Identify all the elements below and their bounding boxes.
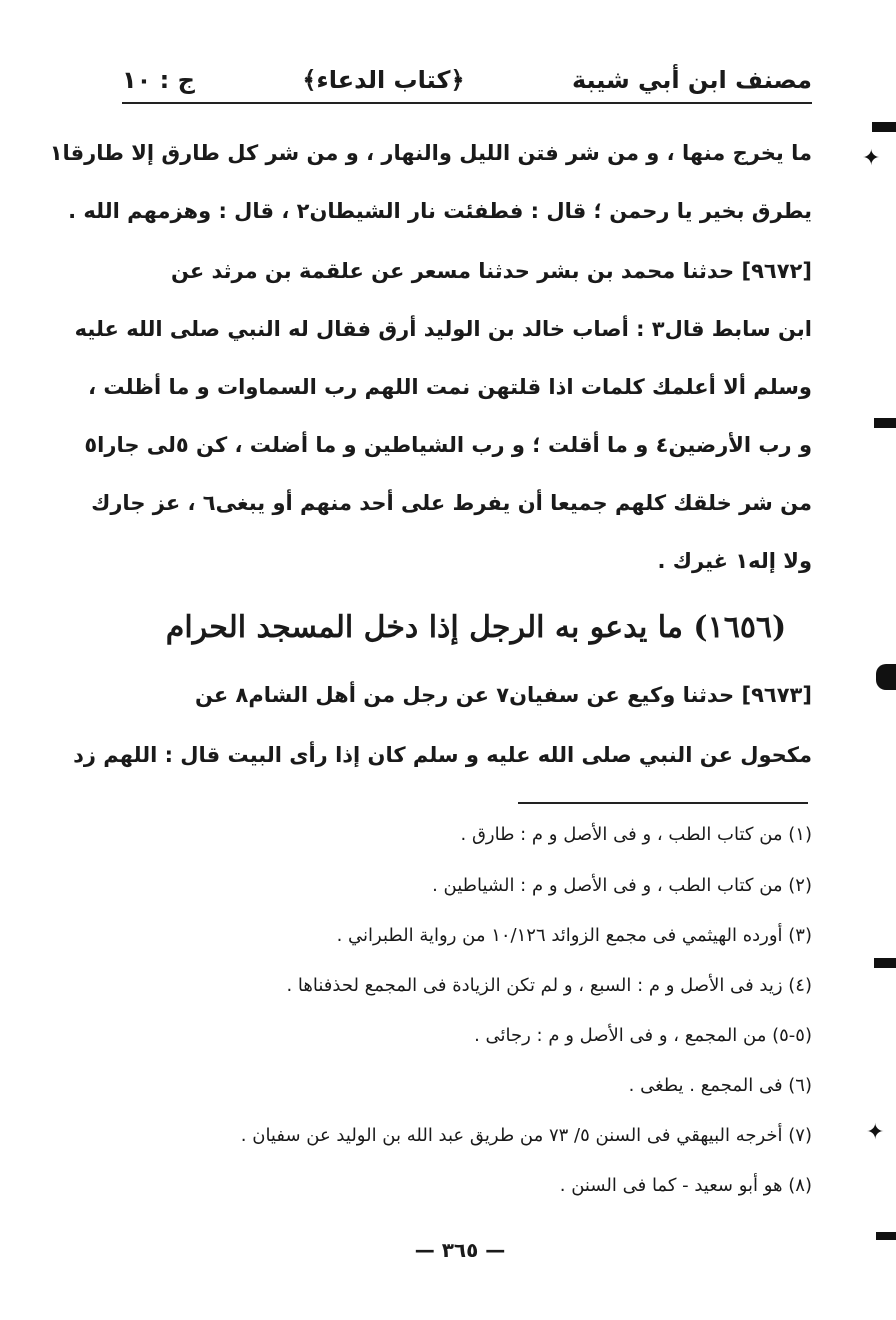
book-title: مصنف ابن أبي شيبة: [571, 66, 812, 94]
footnote: (٧) أخرجه البيهقي فى السنن ٥/ ٧٣ من طريق عبد الله بن الوليد عن سفيان .: [240, 1125, 812, 1146]
footnote: (٦) فى المجمع . يطغى .: [628, 1075, 812, 1096]
margin-mark: [874, 418, 896, 428]
footnote: (٣) أورده الهيثمي فى مجمع الزوائد ١٠/١٢٦ من رواية الطبراني .: [336, 925, 812, 946]
text-line: ابن سابط قال٣ : أصاب خالد بن الوليد أرق فقال له النبي صلى الله عليه: [74, 317, 812, 341]
footnote: (٤) زيد فى الأصل و م : السبع ، و لم تكن الزيادة فى المجمع لحذفناها .: [286, 975, 812, 996]
margin-mark: [876, 1232, 896, 1240]
chapter-heading: (١٦٥٦) ما يدعو به الرجل إذا دخل المسجد الحرام: [165, 610, 787, 645]
page-number: — ٣٦٥ —: [414, 1238, 506, 1262]
text-line: يطرق بخير يا رحمن ؛ قال : فطفئت نار الشيطان٢ ، قال : وهزمهم الله .: [68, 199, 812, 223]
footnote: (١) من كتاب الطب ، و فى الأصل و م : طارق .: [460, 824, 812, 845]
text-line: [٩٦٧٣] حدثنا وكيع عن سفيان٧ عن رجل من أهل الشام٨ عن: [194, 683, 812, 707]
margin-mark: [872, 122, 896, 132]
running-header: [122, 58, 812, 102]
text-line: من شر خلقك كلهم جميعا أن يفرط على أحد منهم أو يبغى٦ ، عز جارك: [91, 491, 812, 515]
footnote-rule: [518, 802, 808, 804]
footnote: (٨) هو أبو سعيد - كما فى السنن .: [559, 1175, 812, 1196]
text-line: و رب الأرضين٤ و ما أقلت ؛ و رب الشياطين و ما أضلت ، كن ٥لى جارا٥: [84, 433, 812, 457]
text-line: [٩٦٧٢] حدثنا محمد بن بشر حدثنا مسعر عن علقمة بن مرثد عن: [170, 259, 812, 283]
text-line: مكحول عن النبي صلى الله عليه و سلم كان إذا رأى البيت قال : اللهم زد: [73, 743, 812, 767]
margin-mark: [876, 664, 896, 690]
volume-label: ج : ١٠: [122, 66, 195, 94]
footnote: (٢) من كتاب الطب ، و فى الأصل و م : الشياطين .: [432, 875, 812, 896]
star-mark-icon: ✦: [866, 1120, 885, 1145]
text-line: وسلم ألا أعلمك كلمات اذا قلتهن نمت اللهم رب السماوات و ما أظلت ،: [88, 375, 812, 399]
footnote: (٥-٥) من المجمع ، و فى الأصل و م : رجائى .: [474, 1025, 812, 1046]
text-line: ما يخرج منها ، و من شر فتن الليل والنهار ، و من شر كل طارق إلا طارقا١: [49, 141, 812, 165]
text-line: ولا إله١ غيرك .: [657, 549, 812, 573]
star-mark-icon: ✦: [862, 146, 881, 171]
header-rule: [122, 102, 812, 104]
margin-mark: [874, 958, 896, 968]
section-title: ﴿كتاب الدعاء﴾: [302, 66, 465, 94]
